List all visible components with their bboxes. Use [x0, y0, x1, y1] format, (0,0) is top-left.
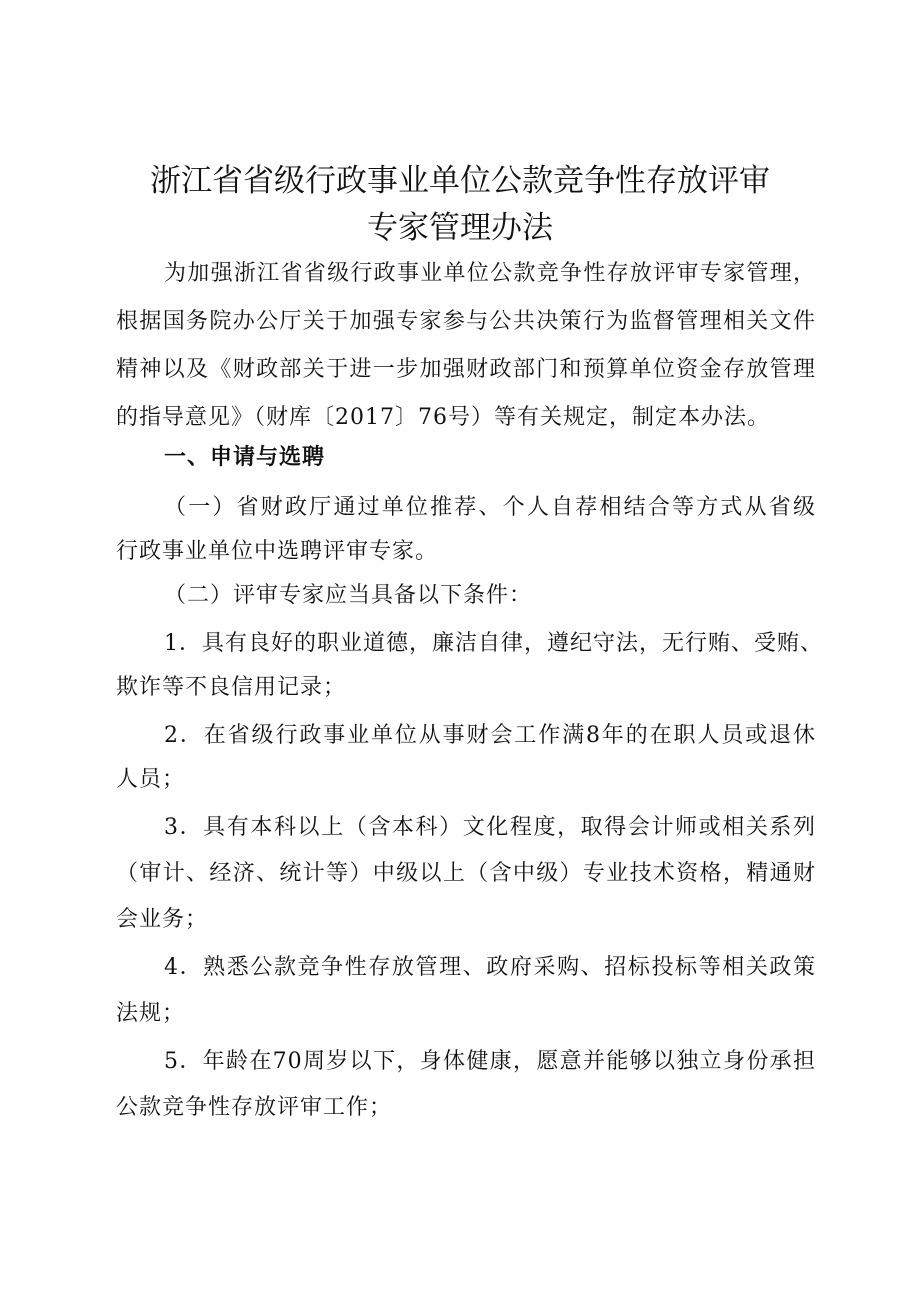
clause-2-line-1: （二）评审专家应当具备以下条件：: [164, 583, 533, 608]
document-title-line-1: 浙江省省级行政事业单位公款竞争性存放评审: [150, 163, 770, 199]
item-5-line-2: 公款竞争性存放评审工作；: [116, 1095, 393, 1120]
item-3-line-3: 会业务；: [116, 907, 209, 932]
intro-paragraph-line-2: 根据国务院办公厅关于加强专家参与公共决策行为监督管理相关文件: [116, 309, 816, 334]
item-3-line-1: 3．具有本科以上（含本科）文化程度，取得会计师或相关系列: [164, 815, 816, 840]
item-2-line-1: 2．在省级行政事业单位从事财会工作满8年的在职人员或退休: [164, 723, 816, 748]
item-3-line-2: （审计、经济、统计等）中级以上（含中级）专业技术资格，精通财: [116, 861, 816, 886]
section-heading-application: 一、申请与选聘: [164, 445, 326, 470]
item-1-line-1: 1．具有良好的职业道德，廉洁自律，遵纪守法，无行贿、受贿、: [164, 631, 823, 656]
item-1-line-2: 欺诈等不良信用记录；: [116, 675, 347, 700]
document-title-line-2: 专家管理办法: [367, 210, 553, 246]
item-2-line-2: 人员；: [116, 767, 186, 792]
item-5-line-1: 5．年龄在70周岁以下，身体健康，愿意并能够以独立身份承担: [164, 1049, 816, 1074]
item-4-line-2: 法规；: [116, 1001, 186, 1026]
clause-1-line-2: 行政事业单位中选聘评审专家。: [116, 539, 439, 564]
item-4-line-1: 4．熟悉公款竞争性存放管理、政府采购、招标投标等相关政策: [164, 955, 816, 980]
intro-paragraph-line-4: 的指导意见》（财库〔2017〕76号）等有关规定，制定本办法。: [116, 405, 770, 430]
clause-1-line-1: （一）省财政厅通过单位推荐、个人自荐相结合等方式从省级: [164, 495, 816, 520]
intro-paragraph-line-3: 精神以及《财政部关于进一步加强财政部门和预算单位资金存放管理: [116, 357, 816, 382]
intro-paragraph-line-1: 为加强浙江省省级行政事业单位公款竞争性存放评审专家管理，: [164, 261, 816, 286]
